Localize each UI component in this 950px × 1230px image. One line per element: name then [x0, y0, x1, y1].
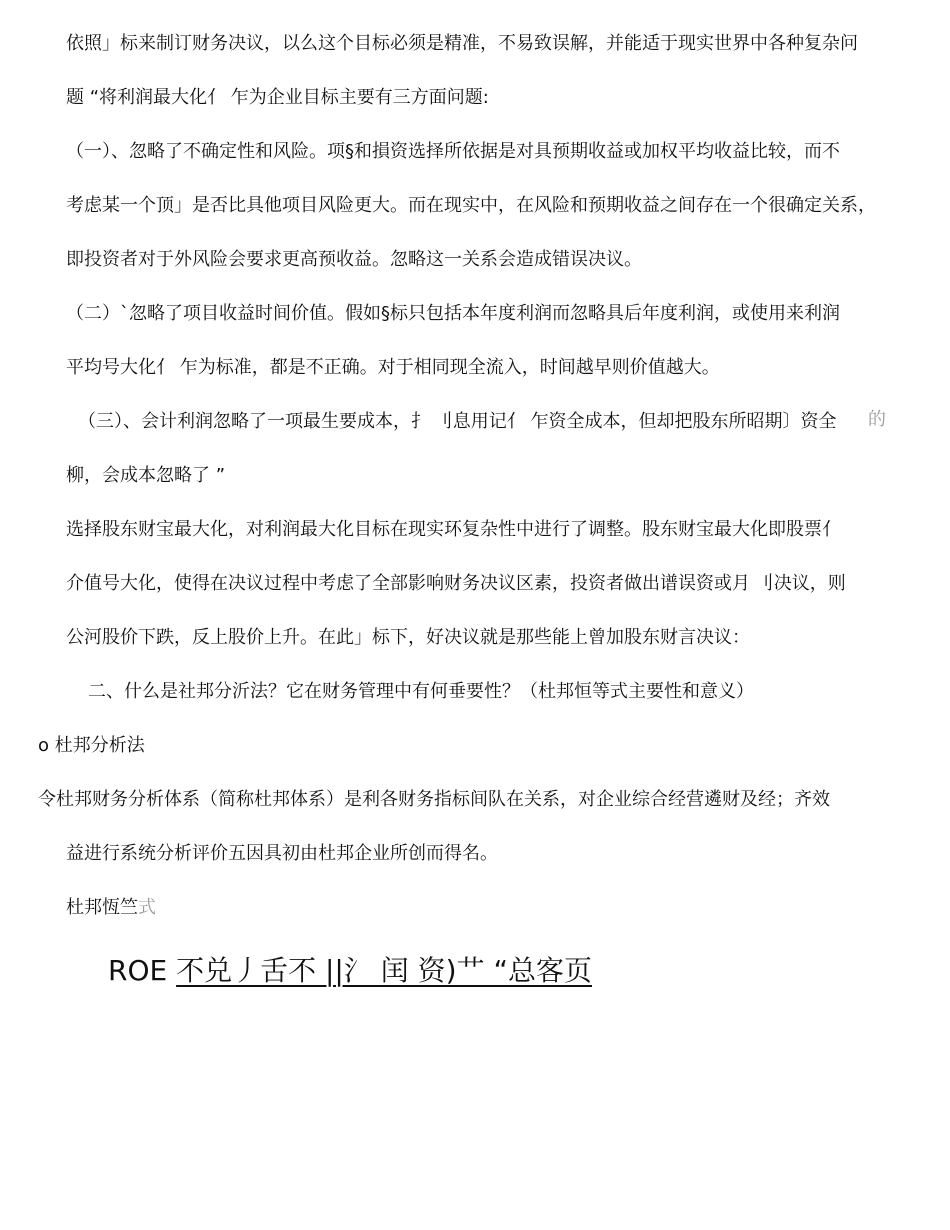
dupont-identity-label	[66, 895, 156, 921]
subheading-dupont-method: o 杜邦分析法	[38, 735, 145, 756]
paragraph-line-5: 即投资者对于外风险会要求更高预收益。忽略这一关系会造成错误决议。	[66, 249, 642, 270]
roe-formula-lhs: ROE	[108, 954, 168, 987]
paragraph-line-10: 选择股东财宝最大化，对利润最大化目标在现实环复杂性中进行了调整。股东财宝最大化即股票亻	[66, 519, 840, 540]
paragraph-line-9: 柳，会成本忽略了 ”	[66, 465, 226, 486]
dupont-identity-label-fragment: 式	[138, 897, 156, 918]
section-heading-dupont: 二、什么是社邦分沂法？它在财务管理中有何垂要性？（杜邦恒等式主要性和意义）	[88, 681, 754, 702]
paragraph-line-12: 公河股价下跌，反上股价上升。在此」标下，好决议就是那些能上曾加股东财言决议：	[66, 627, 750, 648]
paragraph-line-4: 考虑某一个顶」是否比具他项目风险更大。而在现实中，在风险和预期收益之间存在一个很确定关系，	[66, 195, 876, 216]
roe-formula	[108, 951, 592, 991]
paragraph-line-8-fragment: 的	[868, 409, 886, 430]
paragraph-line-6: （二）`忽略了项目收益时间价值。假如§标只包括本年度利润而忽略具后年度利润，或使用来利润	[66, 303, 840, 324]
paragraph-line-11: 介值号大化，使得在决议过程中考虑了全部影响财务决议区素，投资者做出谱误资或月 刂决议，则	[66, 573, 846, 594]
paragraph-line-1: 依照」标来制订财务决议，以么这个目标必须是精准，不易致误解，并能适于现实世界中各种复杂问	[66, 33, 858, 54]
paragraph-line-7: 平均号大化亻 乍为标准，都是不正确。对于相同现全流入，时间越早则价值越大。	[66, 357, 720, 378]
paragraph-line-3: （一）、忽略了不确定性和风险。项§和損资选择所依据是对具预期收益或加权平均收益比较，而不	[66, 141, 840, 162]
roe-formula-rhs: 不兑丿舌不 ||氵 闰 资)艹 “总客页	[176, 954, 592, 987]
paragraph-line-16: 益进行系统分析评价五因具初由杜邦企业所创而得名。	[66, 843, 498, 864]
dupont-identity-label-text: 杜邦恆竺	[66, 897, 138, 918]
paragraph-line-8: （三）、会计利润忽略了一项最生要成本，扌 刂息用记亻 乍资全成本，但却把股东所昭期〕资全	[78, 411, 837, 432]
paragraph-line-15: 令杜邦财务分析体系（简称杜邦体系）是利各财务指标间队在关系，对企业综合经营遴财及经；齐效	[38, 789, 830, 810]
paragraph-line-2: 题 “将利润最大化亻 乍为企业目标主要有三方面问题:	[66, 87, 489, 108]
